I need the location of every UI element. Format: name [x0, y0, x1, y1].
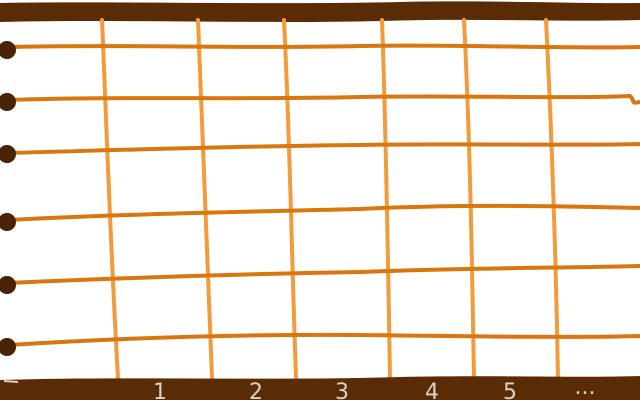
fret-line-6	[546, 20, 558, 378]
fret-line-1	[102, 20, 118, 378]
fret-label-3: 3	[335, 380, 349, 400]
string-line-6	[8, 335, 640, 345]
fret-lines	[102, 20, 558, 378]
bottom-bar-nick	[4, 381, 18, 382]
top-bar	[0, 1, 640, 22]
fret-label-2: 2	[249, 380, 263, 400]
string-lines	[8, 46, 640, 345]
string-line-2	[8, 96, 640, 103]
string-peg-3	[0, 145, 16, 163]
fret-label-5: 5	[503, 380, 517, 400]
string-peg-2	[0, 93, 16, 111]
fret-line-5	[464, 20, 474, 378]
fret-line-4	[382, 20, 390, 378]
fret-label-6: ...	[574, 375, 596, 400]
fret-label-1: 1	[153, 380, 167, 400]
string-peg-5	[0, 276, 16, 294]
string-line-4	[8, 206, 640, 220]
string-peg-1	[0, 41, 16, 59]
string-line-5	[8, 266, 640, 283]
bottom-bar	[0, 376, 640, 400]
fret-label-4: 4	[425, 380, 439, 400]
string-peg-4	[0, 213, 16, 231]
string-peg-6	[0, 338, 16, 356]
string-line-1	[8, 46, 640, 48]
fret-line-2	[198, 20, 212, 378]
string-line-3	[8, 144, 640, 153]
string-pegs	[0, 41, 16, 356]
fret-line-3	[284, 20, 296, 378]
